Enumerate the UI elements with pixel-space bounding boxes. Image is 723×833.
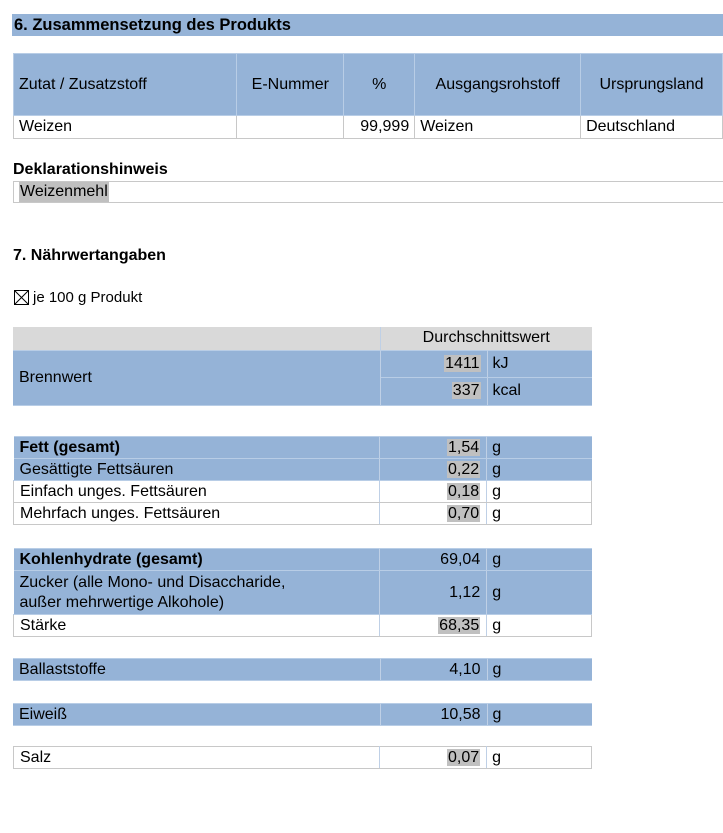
fat-total-unit: g (487, 437, 592, 459)
energy-kcal-cell (380, 377, 487, 405)
starch-unit: g (487, 615, 592, 637)
salt-cell (380, 747, 487, 769)
header-origin-country: Ursprungsland (581, 54, 723, 116)
protein-label: Eiweiß (13, 704, 380, 726)
header-empty (13, 327, 380, 350)
per-100g-option[interactable] (14, 289, 142, 306)
energy-header-row (13, 327, 592, 350)
poly-unsat-fat-value: 0,70 (448, 504, 480, 522)
fiber-label: Ballaststoffe (13, 659, 380, 681)
protein-value: 10,58 (380, 704, 487, 726)
table-row (14, 437, 592, 459)
mono-unsat-fat-value: 0,18 (448, 482, 480, 500)
mono-unsat-fat-label: Einfach unges. Fettsäuren (14, 481, 380, 503)
composition-header-row (14, 54, 723, 116)
table-row (13, 350, 592, 377)
energy-kj-cell (380, 350, 487, 377)
table-row (14, 503, 592, 525)
cell-e-number (237, 116, 344, 139)
fat-total-label: Fett (gesamt) (14, 437, 380, 459)
mono-unsat-fat-unit: g (487, 481, 592, 503)
table-row (14, 481, 592, 503)
poly-unsat-fat-label: Mehrfach unges. Fettsäuren (14, 503, 380, 525)
checkbox-label: je 100 g Produkt (33, 289, 143, 306)
fiber-table (13, 658, 592, 681)
saturated-fat-cell (380, 459, 487, 481)
salt-label: Salz (14, 747, 380, 769)
table-row (14, 615, 592, 637)
cell-ingredient: Weizen (14, 116, 237, 139)
carbs-total-label: Kohlenhydrate (gesamt) (14, 549, 380, 571)
saturated-fat-value: 0,22 (448, 460, 480, 478)
carbs-total-unit: g (487, 549, 592, 571)
salt-table (13, 746, 592, 769)
section-7-title: 7. Nährwertangaben (13, 247, 166, 264)
header-e-number: E-Nummer (237, 54, 344, 116)
sugar-label-line-2: außer mehrwertige Alkohole) (19, 593, 225, 611)
cell-origin-country: Deutschland (581, 116, 723, 139)
starch-value: 68,35 (439, 616, 480, 634)
protein-table (13, 703, 592, 726)
table-row (13, 704, 592, 726)
fat-table (13, 436, 592, 525)
table-row (14, 459, 592, 481)
energy-kcal-value: 337 (452, 382, 480, 399)
poly-unsat-fat-unit: g (487, 503, 592, 525)
cell-raw-material: Weizen (415, 116, 581, 139)
header-average-value: Durchschnittswert (380, 327, 592, 350)
fiber-value: 4,10 (380, 659, 487, 681)
carbs-total-value: 69,04 (380, 549, 487, 571)
section-6-title: 6. Zusammensetzung des Produkts (12, 14, 723, 36)
sugar-unit: g (487, 571, 592, 615)
starch-label: Stärke (14, 615, 380, 637)
saturated-fat-unit: g (487, 459, 592, 481)
declaration-label: Deklarationshinweis (13, 161, 168, 178)
table-row (14, 571, 592, 615)
carbohydrates-table (13, 548, 592, 637)
sugar-label (14, 571, 380, 615)
fat-total-cell (380, 437, 487, 459)
table-row (14, 549, 592, 571)
energy-kj-unit: kJ (487, 350, 592, 377)
header-ingredient: Zutat / Zusatzstoff (14, 54, 237, 116)
energy-kj-value: 1411 (445, 354, 480, 372)
sugar-value: 1,12 (380, 571, 487, 615)
salt-unit: g (487, 747, 592, 769)
fiber-unit: g (487, 659, 592, 681)
table-row (14, 116, 723, 139)
poly-unsat-fat-cell (380, 503, 487, 525)
fat-total-value: 1,54 (448, 438, 480, 456)
table-row (13, 659, 592, 681)
declaration-value: Weizenmehl (20, 183, 108, 200)
sugar-label-line-1: Zucker (alle Mono- und Disaccharide, (19, 573, 286, 591)
saturated-fat-label: Gesättigte Fettsäuren (14, 459, 380, 481)
table-row (14, 747, 592, 769)
energy-kcal-unit: kcal (487, 377, 592, 405)
mono-unsat-fat-cell (380, 481, 487, 503)
energy-table (13, 327, 592, 406)
cell-percent: 99,999 (344, 116, 415, 139)
energy-label: Brennwert (13, 350, 380, 405)
declaration-field[interactable] (13, 181, 723, 203)
composition-table (13, 53, 723, 139)
salt-value: 0,07 (448, 748, 480, 766)
header-raw-material: Ausgangsrohstoff (415, 54, 581, 116)
header-percent: % (344, 54, 415, 116)
starch-cell (380, 615, 487, 637)
protein-unit: g (487, 704, 592, 726)
checked-checkbox-icon[interactable] (14, 290, 29, 305)
